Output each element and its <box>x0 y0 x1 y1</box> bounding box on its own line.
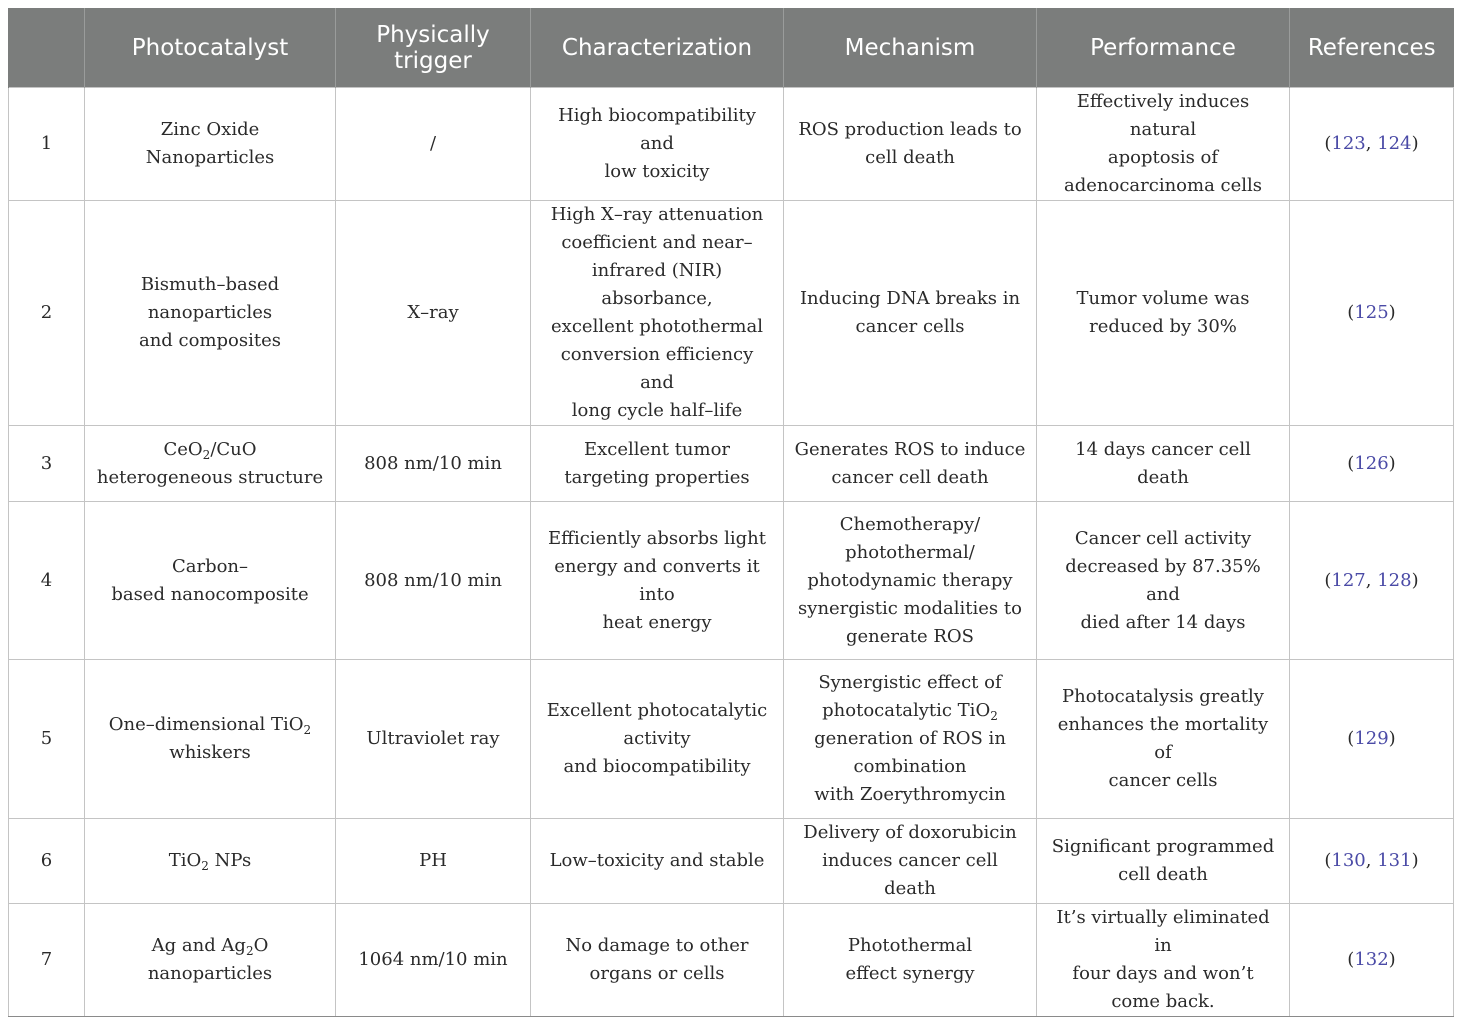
performance-cell <box>1037 426 1290 502</box>
table-row <box>9 819 1454 904</box>
characterization-line: Excellent tumor <box>583 438 731 460</box>
performance-cell <box>1037 201 1290 426</box>
references-cell: (125) <box>1290 201 1454 426</box>
characterization-cell <box>531 660 784 819</box>
mechanism-text: photocatalytic TiO <box>822 700 991 721</box>
table-row <box>9 904 1454 1017</box>
photocatalyst-cell <box>85 426 336 502</box>
performance-cell <box>1037 819 1290 904</box>
header-characterization: Characterization <box>531 8 784 88</box>
header-physically-trigger <box>336 8 531 88</box>
table-row <box>9 426 1454 502</box>
mechanism-line: photothermal/ <box>845 541 975 563</box>
characterization-line: targeting properties <box>564 466 750 488</box>
trigger-cell: 808 nm/10 min <box>336 502 531 660</box>
photocatalyst-text: O <box>253 935 269 956</box>
characterization-line: infrared (NIR) absorbance, <box>591 260 723 309</box>
performance-line: decreased by 87.35% and <box>1065 555 1261 605</box>
photocatalyst-line: based nanocomposite <box>111 583 309 605</box>
characterization-cell <box>531 88 784 201</box>
characterization-line: heat energy <box>602 611 712 633</box>
table-row <box>9 502 1454 660</box>
characterization-line: coefficient and near– <box>561 232 753 253</box>
characterization-line: No damage to other <box>565 935 749 956</box>
performance-line: enhances the mortality of <box>1057 714 1269 763</box>
mechanism-line: generation of ROS in <box>814 728 1006 749</box>
reference-link[interactable]: 130 <box>1331 850 1366 871</box>
characterization-line: High biocompatibility and <box>558 105 756 154</box>
row-number: 3 <box>9 426 85 502</box>
photocatalyst-table <box>8 8 1454 1017</box>
characterization-line: High X–ray attenuation <box>550 204 764 225</box>
photocatalyst-text: CeO <box>163 438 203 460</box>
row-number: 4 <box>9 502 85 660</box>
photocatalyst-line: whiskers <box>169 742 251 763</box>
trigger-cell: 808 nm/10 min <box>336 426 531 502</box>
mechanism-line: Chemotherapy/ <box>839 513 981 535</box>
mechanism-line: Delivery of doxorubicin <box>803 822 1017 843</box>
performance-line: cancer cells <box>1108 770 1218 791</box>
header-mechanism: Mechanism <box>784 8 1037 88</box>
performance-line: four days and won’t <box>1072 963 1254 984</box>
photocatalyst-cell <box>85 819 336 904</box>
trigger-cell: PH <box>336 819 531 904</box>
characterization-cell <box>531 201 784 426</box>
mechanism-line: effect synergy <box>845 963 975 984</box>
reference-link[interactable]: 129 <box>1354 728 1389 749</box>
characterization-cell <box>531 819 784 904</box>
header-performance: Performance <box>1037 8 1290 88</box>
performance-line: It’s virtually eliminated in <box>1056 907 1270 956</box>
mechanism-cell <box>784 201 1037 426</box>
photocatalyst-line <box>109 714 311 735</box>
subscript: 2 <box>202 447 211 462</box>
mechanism-cell <box>784 88 1037 201</box>
reference-link[interactable]: 124 <box>1377 133 1412 154</box>
mechanism-line: synergistic modalities to <box>798 597 1022 619</box>
photocatalyst-text: /CuO <box>210 438 257 460</box>
characterization-line: and biocompatibility <box>563 756 751 777</box>
photocatalyst-line <box>169 850 252 871</box>
mechanism-line: Synergistic effect of <box>818 672 1002 693</box>
characterization-line: energy and converts it into <box>554 555 760 605</box>
mechanism-line: with Zoerythromycin <box>814 784 1006 805</box>
references-cell: (130, 131) <box>1290 819 1454 904</box>
table-body <box>9 88 1454 1017</box>
performance-cell <box>1037 660 1290 819</box>
row-number: 7 <box>9 904 85 1017</box>
mechanism-line: combination <box>853 756 967 777</box>
performance-cell <box>1037 88 1290 201</box>
references-cell: (123, 124) <box>1290 88 1454 201</box>
mechanism-line: Generates ROS to induce <box>794 438 1026 460</box>
header-photocatalyst: Photocatalyst <box>85 8 336 88</box>
characterization-line: Low–toxicity and stable <box>549 850 765 871</box>
characterization-line: excellent photothermal <box>551 316 763 337</box>
photocatalyst-line <box>163 439 256 460</box>
photocatalyst-line: heterogeneous structure <box>96 466 324 488</box>
reference-link[interactable]: 132 <box>1354 949 1389 970</box>
photocatalyst-line: and composites <box>138 330 282 351</box>
photocatalyst-line: Carbon– <box>171 555 249 577</box>
photocatalyst-cell <box>85 904 336 1017</box>
mechanism-line: Inducing DNA breaks in <box>799 288 1021 309</box>
reference-link[interactable]: 131 <box>1377 850 1412 871</box>
references-cell: (126) <box>1290 426 1454 502</box>
photocatalyst-cell <box>85 201 336 426</box>
reference-link[interactable]: 127 <box>1331 569 1366 591</box>
characterization-line: organs or cells <box>589 963 725 984</box>
trigger-cell: X–ray <box>336 201 531 426</box>
row-number: 5 <box>9 660 85 819</box>
references-cell: (129) <box>1290 660 1454 819</box>
performance-line: 14 days cancer cell death <box>1075 438 1251 488</box>
header-index <box>9 8 85 88</box>
header-row <box>9 8 1454 88</box>
trigger-cell: Ultraviolet ray <box>336 660 531 819</box>
photocatalyst-line <box>152 935 269 956</box>
mechanism-cell <box>784 660 1037 819</box>
performance-line: Photocatalysis greatly <box>1062 686 1264 707</box>
characterization-cell <box>531 502 784 660</box>
performance-line: Effectively induces natural <box>1076 91 1250 140</box>
reference-link[interactable]: 125 <box>1354 302 1389 323</box>
photocatalyst-line: nanoparticles <box>147 302 273 323</box>
mechanism-line: cell death <box>865 147 955 168</box>
photocatalyst-text: NPs <box>208 850 252 871</box>
characterization-line: Excellent photocatalytic <box>546 700 768 721</box>
performance-line: Tumor volume was <box>1076 288 1250 309</box>
performance-line: reduced by 30% <box>1089 316 1237 337</box>
row-number: 2 <box>9 201 85 426</box>
performance-cell <box>1037 502 1290 660</box>
trigger-cell: 1064 nm/10 min <box>336 904 531 1017</box>
characterization-cell <box>531 426 784 502</box>
mechanism-line: Photothermal <box>847 935 973 956</box>
references-cell: (127, 128) <box>1290 502 1454 660</box>
mechanism-line: ROS production leads to <box>798 119 1022 140</box>
row-number: 6 <box>9 819 85 904</box>
mechanism-line: photodynamic therapy <box>807 569 1013 591</box>
mechanism-cell <box>784 502 1037 660</box>
performance-cell <box>1037 904 1290 1017</box>
photocatalyst-text: TiO <box>168 850 202 871</box>
row-number: 1 <box>9 88 85 201</box>
photocatalyst-line: nanoparticles <box>147 963 273 984</box>
performance-line: died after 14 days <box>1080 611 1246 633</box>
characterization-cell <box>531 904 784 1017</box>
photocatalyst-line: Zinc Oxide Nanoparticles <box>145 119 275 168</box>
table-row <box>9 201 1454 426</box>
mechanism-line <box>822 700 998 721</box>
performance-line: Cancer cell activity <box>1074 527 1252 549</box>
mechanism-line: induces cancer cell death <box>822 850 998 899</box>
mechanism-line: cancer cells <box>855 316 965 337</box>
header-physically-trigger-text: Physically trigger <box>376 21 490 74</box>
subscript: 2 <box>245 944 254 958</box>
photocatalyst-cell <box>85 88 336 201</box>
performance-line: cell death <box>1118 864 1208 885</box>
table-row <box>9 660 1454 819</box>
mechanism-cell <box>784 819 1037 904</box>
characterization-line: Efficiently absorbs light <box>548 527 766 549</box>
performance-line: come back. <box>1111 991 1215 1012</box>
reference-link[interactable]: 128 <box>1377 569 1412 591</box>
mechanism-line: cancer cell death <box>831 466 989 488</box>
mechanism-line: generate ROS <box>845 625 974 647</box>
characterization-line: conversion efficiency and <box>560 344 754 393</box>
performance-line: Significant programmed <box>1051 836 1275 857</box>
references-cell: (132) <box>1290 904 1454 1017</box>
photocatalyst-line: Bismuth–based <box>140 274 280 295</box>
mechanism-cell <box>784 426 1037 502</box>
photocatalyst-cell <box>85 660 336 819</box>
photocatalyst-text: Ag and Ag <box>151 935 246 956</box>
characterization-line: low toxicity <box>604 161 710 182</box>
performance-line: apoptosis of <box>1107 147 1219 168</box>
reference-link[interactable]: 126 <box>1354 452 1389 474</box>
table-header <box>9 8 1454 88</box>
subscript: 2 <box>990 709 998 723</box>
mechanism-cell <box>784 904 1037 1017</box>
subscript: 2 <box>303 723 312 737</box>
characterization-line: activity <box>623 728 691 749</box>
trigger-cell: / <box>336 88 531 201</box>
photocatalyst-text: One–dimensional TiO <box>108 714 304 735</box>
subscript: 2 <box>201 859 209 873</box>
header-references: References <box>1290 8 1454 88</box>
reference-link[interactable]: 123 <box>1331 133 1366 154</box>
table-row <box>9 88 1454 201</box>
photocatalyst-cell <box>85 502 336 660</box>
performance-line: adenocarcinoma cells <box>1063 175 1263 196</box>
characterization-line: long cycle half–life <box>571 400 743 421</box>
